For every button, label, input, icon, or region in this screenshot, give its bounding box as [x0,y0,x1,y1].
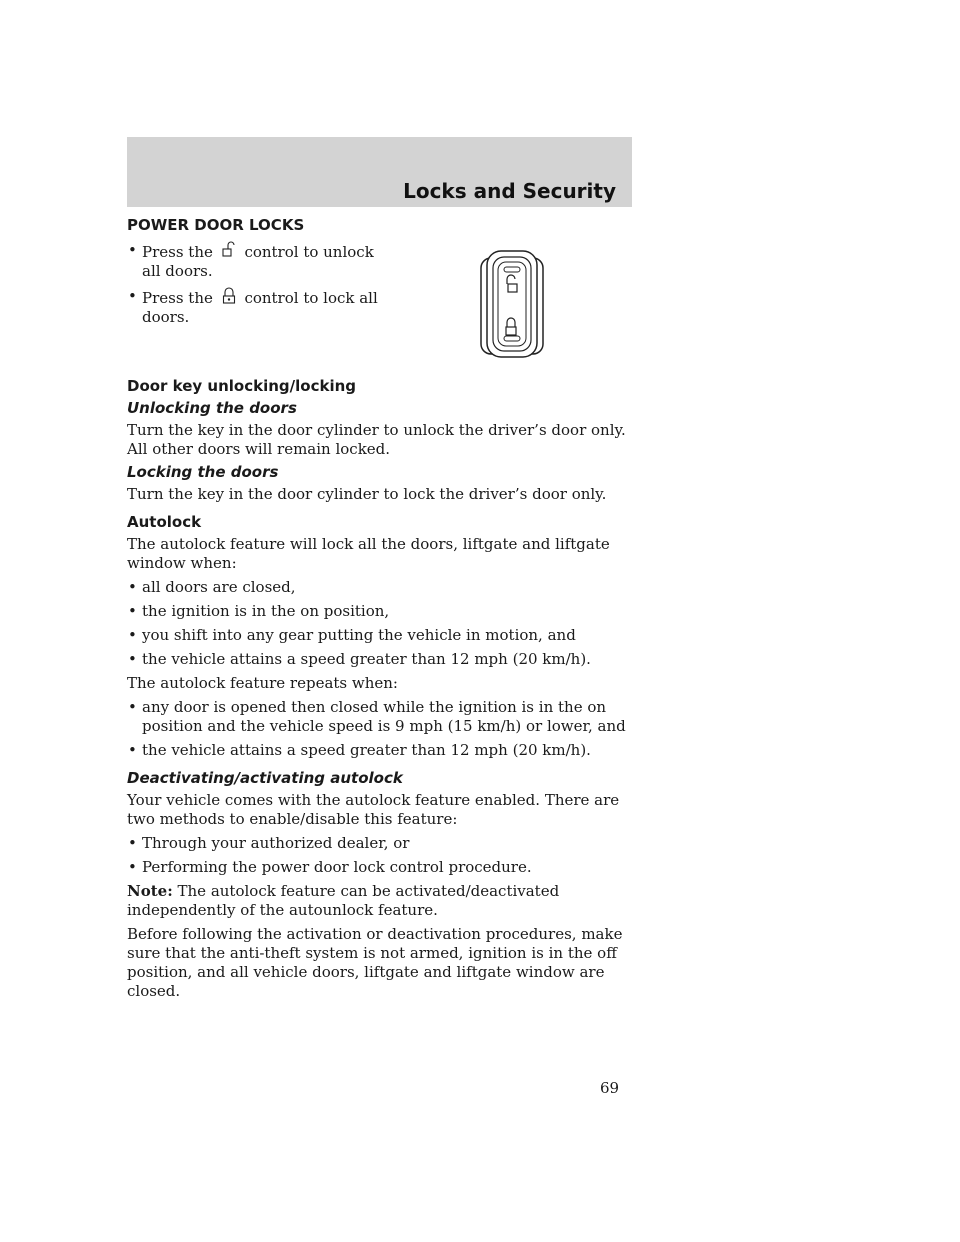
autolock-repeat-list [127,698,637,760]
note-text: The autolock feature can be activated/deactivated independently of the autounlock feature. [127,882,560,919]
list-item: • the vehicle attains a speed greater than 12 mph (20 km/h). [128,650,591,668]
locking-doors-heading: Locking the doors [127,463,279,481]
deactivating-autolock-heading: Deactivating/activating autolock [127,769,403,787]
locking-doors-text: Turn the key in the door cylinder to lock the driver’s door only. [127,485,607,503]
list-item: • the ignition is in the on position, [128,602,390,620]
list-item: • Press the control to lock all doors. [128,287,378,326]
list-item: • any door is opened then closed while the ignition is in the on position and the vehicle speed is 9 mph (15 km/h) or lower, and [128,698,626,735]
door-key-heading: Door key unlocking/locking [127,377,357,395]
list-item: • the vehicle attains a speed greater than 12 mph (20 km/h). [128,741,591,759]
locked-padlock-icon [218,287,240,305]
page-content [127,216,637,1001]
list-item: • all doors are closed, [128,578,296,596]
bullet: • [128,241,137,259]
unlocking-doors-text: Turn the key in the door cylinder to unlock the driver’s door only. All other doors will remain locked. [127,421,626,458]
autolock-note [127,882,637,920]
list-item: • you shift into any gear putting the vehicle in motion, and [128,626,576,644]
unlocked-padlock-icon [218,241,240,259]
note-label: Note: [127,882,173,900]
list-item: • Press the control to unlock all doors. [128,241,374,280]
list-item: • Performing the power door lock control procedure. [128,858,532,876]
autolock-repeat-intro: The autolock feature repeats when: [127,674,398,692]
before-procedure-text: Before following the activation or deactivation procedures, make sure that the anti-theft system is not armed, ignition is in the off position, and all vehicle doors, liftgate and liftgate window are closed. [127,925,623,1000]
deactivating-methods-list [127,834,637,877]
bullet: • [128,287,137,305]
list-item: • Through your authorized dealer, or [128,834,410,852]
section-title: Locks and Security [403,179,616,203]
power-door-locks-heading: POWER DOOR LOCKS [127,216,305,234]
power-door-locks-list [127,241,397,327]
autolock-intro: The autolock feature will lock all the doors, liftgate and liftgate window when: [127,535,610,572]
deactivating-intro: Your vehicle comes with the autolock feature enabled. There are two methods to enable/disable this feature: [127,791,620,828]
page-number: 69 [600,1079,620,1097]
autolock-heading: Autolock [127,513,202,531]
unlocking-doors-heading: Unlocking the doors [127,399,297,417]
autolock-conditions-list [127,578,637,669]
section-header-band [127,137,632,207]
